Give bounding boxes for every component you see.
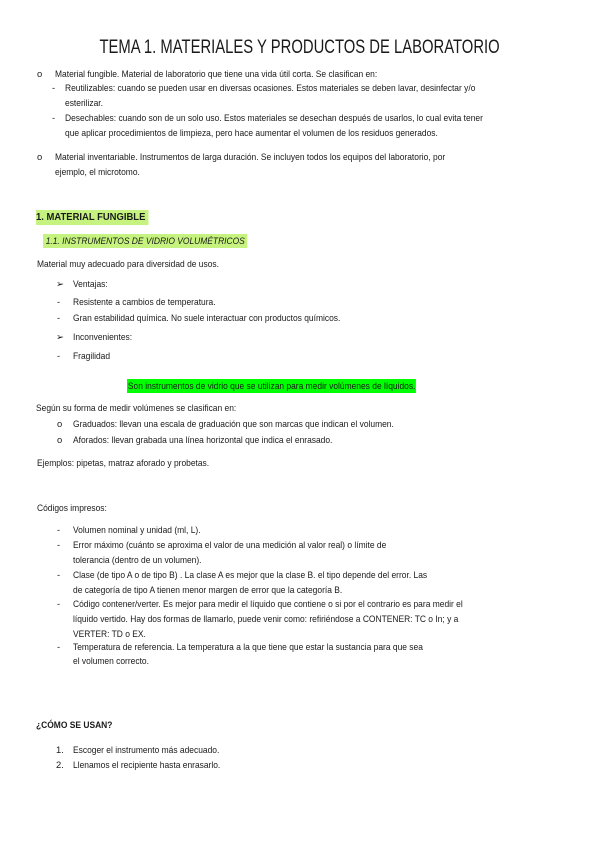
- ventajas-label: Ventajas:: [73, 278, 108, 289]
- bullet-circle: o: [57, 418, 63, 429]
- bullet-dash: -: [57, 569, 61, 580]
- intro-desechables-cont: que aplicar procedimientos de limpieza, pero hace aumentar el volumen de los residuos generados.: [65, 127, 438, 138]
- bullet-dash: -: [57, 296, 61, 307]
- clasificacion-item: Aforados: llevan grabada una línea horizontal que indica el enrasado.: [73, 434, 333, 445]
- codigo-item: Clase (de tipo A o de tipo B) . La clase A es mejor que la clase B. el tipo depende del error. Las: [73, 569, 428, 580]
- bullet-dash: -: [52, 82, 56, 93]
- bullet-dash: -: [57, 598, 61, 609]
- subsection-heading: 1.1. INSTRUMENTOS DE VIDRIO VOLUMÉTRICOS: [43, 234, 247, 248]
- bullet-dash: -: [57, 312, 61, 323]
- intro-reutilizables: Reutilizables: cuando se pueden usar en diversas ocasiones. Estos materiales se deben lavar, desinfectar y/o: [65, 82, 476, 93]
- codigo-item-cont: líquido vertido. Hay dos formas de llamarlo, puede venir como: refiriéndose a CONTENER: TC o In; y a: [73, 613, 459, 624]
- arrow-bullet-icon: ➢: [56, 331, 64, 342]
- step-item: Llenamos el recipiente hasta enrasarlo.: [73, 759, 221, 770]
- bullet-dash: -: [57, 641, 61, 652]
- codigo-item-cont: tolerancia (dentro de un volumen).: [73, 554, 202, 565]
- bullet-circle: o: [57, 434, 63, 445]
- ventaja-item: Resistente a cambios de temperatura.: [73, 296, 216, 307]
- ventaja-item: Gran estabilidad química. No suele interactuar con productos químicos.: [73, 312, 341, 323]
- section-heading: 1. MATERIAL FUNGIBLE: [36, 210, 148, 225]
- bullet-dash: -: [57, 350, 61, 361]
- codigo-item: Código contener/verter. Es mejor para medir el líquido que contiene o si por el contrario es para medir el: [73, 598, 463, 609]
- codigo-item-cont: el volumen correcto.: [73, 655, 149, 666]
- intro-inventariable: Material inventariable. Instrumentos de larga duración. Se incluyen todos los equipos del laboratorio, por: [55, 151, 446, 162]
- uso-heading: ¿CÓMO SE USAN?: [36, 719, 113, 730]
- codigo-item: Volumen nominal y unidad (ml, L).: [73, 524, 201, 535]
- highlighted-definition: Son instrumentos de vidrio que se utilizan para medir volúmenes de líquidos.: [127, 380, 416, 391]
- bullet-circle: o: [37, 151, 43, 162]
- bullet-circle: o: [37, 68, 43, 79]
- document-title: TEMA 1. MATERIALES Y PRODUCTOS DE LABORATORIO: [99, 37, 501, 58]
- intro-fungible: Material fungible. Material de laboratorio que tiene una vida útil corta. Se clasifican en:: [55, 68, 378, 79]
- step-item: Escoger el instrumento más adecuado.: [73, 744, 220, 755]
- codigo-item: Error máximo (cuánto se aproxima el valor de una medición al valor real) o límite de: [73, 539, 387, 550]
- intro-reutilizables-cont: esterilizar.: [65, 97, 103, 108]
- intro-desechables: Desechables: cuando son de un solo uso. Estos materiales se desechan después de usarlos, lo cual evita tener: [65, 112, 483, 123]
- clasificacion-item: Graduados: llevan una escala de graduación que son marcas que indican el volumen.: [73, 418, 394, 429]
- arrow-bullet-icon: ➢: [56, 278, 64, 289]
- codigos-label: Códigos impresos:: [37, 502, 107, 513]
- step-number: 1.: [56, 744, 64, 755]
- section-description: Material muy adecuado para diversidad de usos.: [37, 258, 219, 269]
- codigo-item-cont: de categoría de tipo A tienen menor margen de error que la categoría B.: [73, 584, 343, 595]
- intro-inventariable-cont: ejemplo, el microtomo.: [55, 166, 140, 177]
- clasificacion-label: Según su forma de medir volúmenes se clasifican en:: [36, 402, 237, 413]
- bullet-dash: -: [57, 539, 61, 550]
- inconvenientes-label: Inconvenientes:: [73, 331, 133, 342]
- codigo-item: Temperatura de referencia. La temperatura a la que tiene que estar la sustancia para que sea: [73, 641, 423, 652]
- ejemplos: Ejemplos: pipetas, matraz aforado y probetas.: [37, 457, 210, 468]
- step-number: 2.: [56, 759, 64, 770]
- bullet-dash: -: [57, 524, 61, 535]
- bullet-dash: -: [52, 112, 56, 123]
- inconveniente-item: Fragilidad: [73, 350, 111, 361]
- codigo-item-cont: VERTER: TD o EX.: [73, 628, 146, 639]
